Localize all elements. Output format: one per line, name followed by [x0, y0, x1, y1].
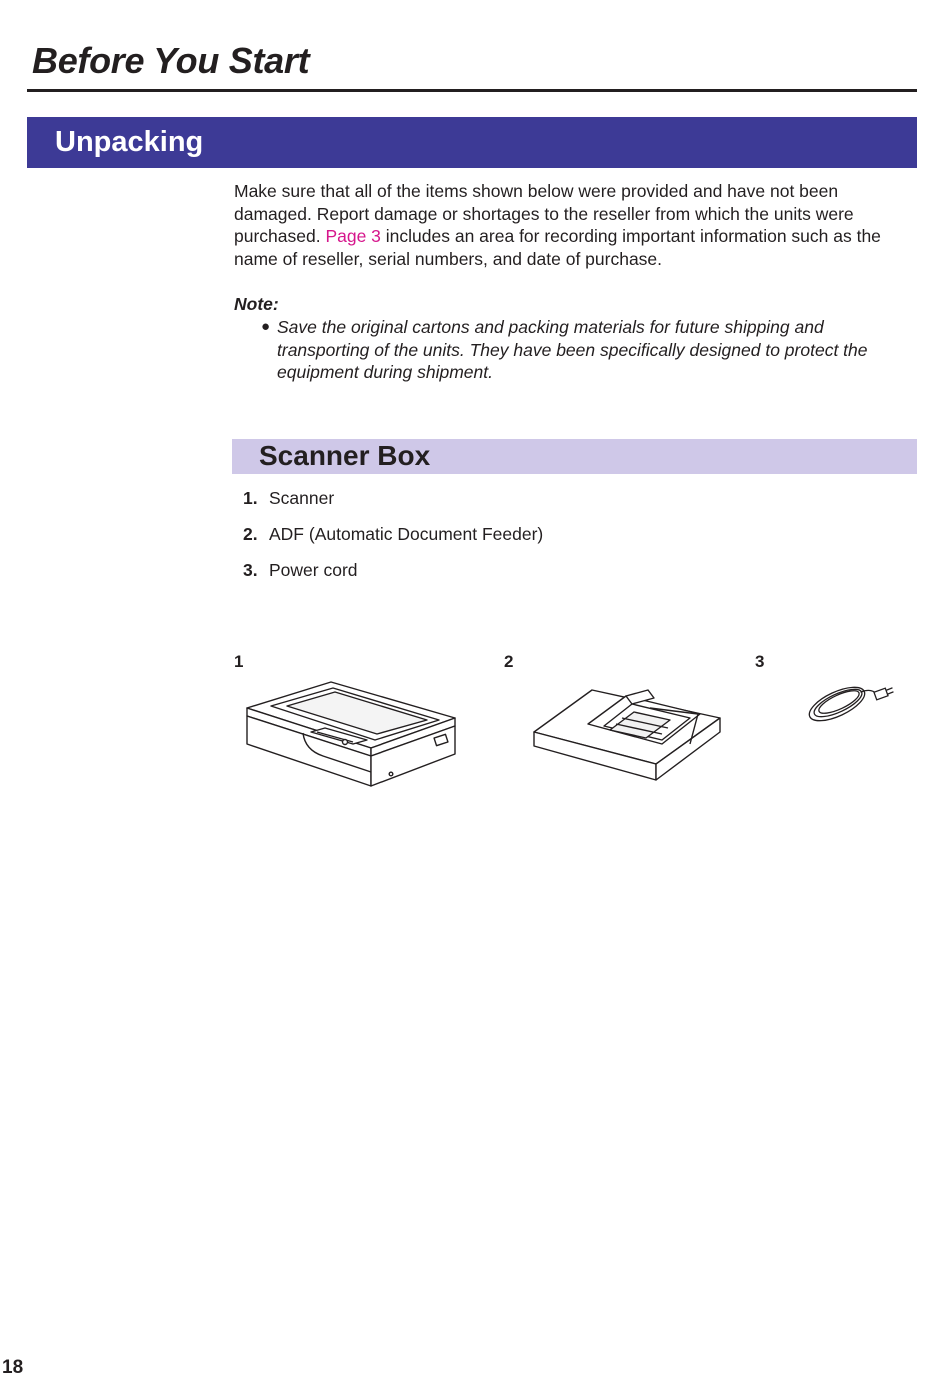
figure-label-1: 1 [234, 652, 244, 671]
section-header-unpacking [27, 117, 917, 168]
intro-text-start: Make sure that all of the items shown below were provided and have not been damaged. Report damage or shortages to the reseller from which the units were purchased. [234, 181, 854, 247]
item-number: 2. [243, 524, 258, 544]
box-contents-list [243, 487, 543, 595]
note-text: Save the original cartons and packing materials for future shipping and transporting of the units. They have been specifically designed to protect the equipment during shipment. [277, 317, 868, 383]
chapter-title: Before You Start [32, 40, 310, 81]
list-item [243, 523, 543, 559]
note-label: Note: [234, 294, 279, 314]
intro-text-end: includes an area for recording important information such as the name of reseller, serial numbers, and date of purchase. [234, 226, 881, 270]
item-label: Scanner [269, 488, 335, 508]
page-number: 18 [2, 1357, 24, 1378]
item-label: ADF (Automatic Document Feeder) [269, 524, 544, 544]
subsection-header-scanner-box [232, 439, 917, 474]
item-number: 1. [243, 488, 258, 508]
section-title: Unpacking [55, 126, 204, 158]
chapter-rule [27, 89, 917, 92]
list-item [243, 559, 543, 595]
page-3-link[interactable]: Page 3 [325, 226, 381, 247]
subsection-title: Scanner Box [259, 440, 431, 471]
figure-label-3: 3 [755, 652, 765, 671]
scanner-illustration-icon [243, 678, 463, 793]
adf-illustration-icon [530, 684, 725, 784]
power-cord-illustration-icon [805, 676, 895, 726]
figure-label-2: 2 [504, 652, 514, 671]
list-item [243, 487, 543, 523]
item-label: Power cord [269, 560, 358, 580]
intro-paragraph [234, 180, 914, 271]
item-number: 3. [243, 560, 258, 580]
bullet-icon: ● [261, 318, 271, 335]
